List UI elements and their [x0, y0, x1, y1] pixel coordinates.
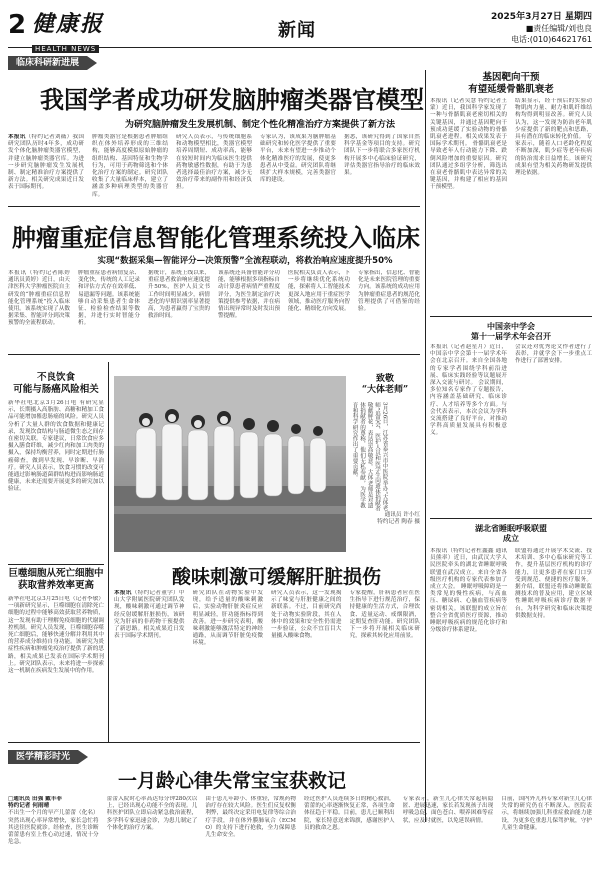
article3-title: 酸味刺激可缓解肝脏损伤	[172, 566, 382, 588]
article2-col-6: 专家指出，信息化、智能化是未来医院管理的重要方向。该系统的成功应用为肿瘤重症患者的规范化管理提供了可借鉴的经验。	[358, 270, 420, 313]
caption-text: 3月26日，江苏省泰兴市中医院举办“大体老师”追思会，医护人员和医学生向遗体捐献者敬献鲜花，表达崇高敬意。大体老师是对遗体捐献者的尊称，他们无私奉献，为医学教育和科学研究作出了重要贡献。	[351, 402, 388, 512]
article2-body	[8, 270, 420, 348]
page-number: 2	[8, 10, 27, 40]
sidebar-head1-line2: 有望延缓骨骼肌衰老	[468, 84, 554, 95]
sidebar-headline-2	[430, 322, 592, 342]
article2-col-3: 据统计，系统上线以来，重症患者救治响应速度提升50%，医护人员文书工作时间明显减少，病情恶化的早期识别率显著提高，为患者赢得了宝贵的救治时间。	[148, 270, 210, 320]
sidebar-head3-line2: 成立	[503, 534, 519, 543]
brief1-body: 新华社电北京3月26日电 有研究显示，长期摄入高脂肪、高糖和精加工食品可能增加罹患肠癌的风险。研究人员分析了大量人群的饮食数据和健康记录，发现饮食结构与肠道微生态之间存在密切关联。专家建议，日常饮食应多摄入膳食纤维，减少红肉和加工肉类的摄入，保持均衡营养，同时定期进行肠癌筛查，做到早发现、早诊断、早治疗。研究人员表示，饮食习惯的改变可能通过影响肠道菌群结构进而影响肠道健康，未来还需要开展更多的研究加以验证。	[8, 400, 104, 493]
brief1-headline	[8, 372, 104, 396]
logo-en: HEALTH NEWS	[32, 45, 99, 53]
sidebar-headline-3	[430, 524, 592, 544]
issue-date: 2025年3月27日 星期四	[491, 12, 592, 22]
article4-p1: 不出生一个月的早产儿蕾蕾（化名）突然出现心率异常增快，家长急忙将其送往医院就诊。经检查，医生诊断蕾蕾患有室上性心动过速，情况十分危急。	[8, 810, 99, 846]
article1-col-3: 研究人员表示，与传统细胞系和动物模型相比，类器官模型培养周期短、成功率高，能够在较短时间内为临床医生提供药物敏感性数据，有助于为患者选择最佳治疗方案，减少无效治疗带来的副作用和经济负担。	[176, 134, 252, 191]
sidebar1-col-2	[515, 98, 592, 314]
sidebar2-p2: 会议期间，多位知名专家作了专题报告，内容涵盖基础研究、临床诊疗、人才培养等多个方面。与会代表表示，本次会议为学科交流搭建了良好平台，对推动学科高质量发展具有积极意义。	[430, 380, 507, 437]
sidebar3-p4: 据介绍，联盟还将推动睡眠监测技术的普及应用，建立区域性睡眠呼吸疾病诊疗数据平台，为科学研究和临床决策提供数据支持。	[515, 584, 592, 619]
masthead-meta	[491, 12, 592, 45]
photo-credit-1: 通讯员 许小红	[384, 512, 420, 518]
sidebar2-p1: 本报讯（记者赵星月）近日，中国亲中学会第十一届学术年会在北京召开。来自全国各地的专家学者围绕学科前沿进展、临床实践经验等议题展开深入交流与研讨。	[430, 344, 507, 387]
article1-col-2: 肿瘤类器官是根据患者肿瘤组织在体外培养形成的三维结构，能够高度模拟原始肿瘤的组织结构、基因特征和生物学行为，可用于药物筛选和个体化治疗方案的制定。研究团队收集了大量临床样本，建立了涵盖多种病理类型的类器官库。	[92, 134, 168, 198]
photo-illustration	[114, 376, 346, 552]
article1-col-5: 据悉，该研究得到了国家自然科学基金等项目的支持。研究团队下一步将联合多家医疗机构开展多中心临床验证研究，评估类器官指导治疗的临床效果。	[344, 134, 420, 177]
article3-col-3: 研究人员表示，这一发现揭示了味觉与肝脏健康之间的新联系。不过，目前研究尚处于动物实验阶段，其在人体中的效果和安全性仍需进一步验证，公众不宜盲目大量摄入酸味食物。	[271, 590, 342, 640]
article3-byline: 本报讯	[114, 590, 132, 596]
sidebar2-col-2: 会议还对优秀论文作者进行了表彰，并就学会下一步重点工作进行了部署安排。	[515, 344, 592, 365]
brief1-head-line2: 可能与肠癌风险相关	[13, 384, 99, 395]
caption-subtitle: “大体老师”	[361, 385, 409, 395]
sidebar-rule-1	[430, 316, 592, 317]
phone-line: 电话:(010)64621761	[511, 35, 592, 44]
article2-title: 肿瘤重症信息智能化管理系统投入临床	[12, 224, 420, 252]
article4-col-1	[8, 796, 99, 880]
article2-subtitle: 实现“数据采集—智能评分—决策预警”全流程联动，将救治响应速度提升50%	[97, 256, 393, 266]
logo	[32, 11, 124, 53]
rule-2	[8, 354, 420, 355]
sidebar3-col-1	[430, 548, 507, 818]
sidebar-head2-line1: 中国亲中学会	[487, 322, 535, 331]
article3-body	[114, 590, 420, 738]
sidebar1-p2: 骨骼肌衰老是导致老年人行动能力下降、跌倒风险增加的重要原因。研究团队通过多组学分析，筛选出在衰老骨骼肌中表达异常的关键基因，并构建了相应的基因干预模型。	[430, 141, 507, 191]
caption-title: 致敬	[375, 374, 394, 384]
brief2-headline	[8, 568, 104, 592]
sidebar3-p1: 本报讯（特约记者杜鑫鑫 通讯员熊率）近日，由武汉大学人民医院牵头的湖北省睡眠呼吸联盟在武汉成立。来自全省各级医疗机构的专家代表参加了成立大会。	[430, 548, 507, 591]
sidebar-head1-line1: 基因靶向干预	[482, 72, 540, 83]
section-title: 新闻	[278, 20, 316, 41]
sidebar1-p4: 专家表示，随着人口老龄化程度不断加深，肌少症等老年疾病的防治需求日益增长。该研究成果有望为相关药物研发提供理论依据。	[515, 134, 592, 177]
article1-subtitle: 为研究脑肿瘤发生发展机制、制定个性化精准治疗方案提供了新方法	[124, 120, 395, 130]
sidebar-headline-1	[430, 72, 592, 96]
brief1-head-line1: 不良饮食	[36, 372, 75, 383]
sidebar-body-3	[430, 548, 592, 818]
brief2-head-line2: 获取营养效率更高	[17, 580, 94, 591]
sidebar1-p3: 结果显示，经干预后的实验动物肌肉力量、耐力和肌纤维结构均得到明显改善。研究人员认为，这一发现为防治老年肌少症提供了新的靶点和思路，具有潜在的临床转化价值。	[515, 98, 592, 141]
article3-col-1	[114, 590, 185, 738]
column-divider	[425, 70, 426, 822]
article2-col-4: 该系统还具备智能评分功能，能够根据多项指标自动计算患者病情严重程度评分，为医生制定治疗决策提供参考依据，并在病情出现异常时及时发出预警提醒。	[218, 270, 280, 320]
sidebar-rule-2	[430, 518, 592, 519]
article4-col-3: 由于患儿年龄小、体重轻，常规药物治疗存在较大风险。医生们反复权衡利弊，最终决定采用电复律等综合治疗手段，并在体外膜肺氧合（ECMO）的支持下进行抢救，全力保障患儿生命安全。	[205, 796, 296, 839]
masthead	[8, 10, 592, 53]
article4-col-6: 目前，国内外儿科专家对新生儿心律失常的研究仍在不断深入。医院表示，将继续加强儿科重症救治能力建设，为更多危重患儿保驾护航，守护儿童生命健康。	[501, 796, 592, 831]
sidebar-body-2	[430, 344, 592, 516]
article4-col-5: 专家表示，新生儿心律失常起病隐匿、进展迅速，家长若发现孩子出现呼吸急促、面色苍白、喂养困难等症状，应及时就医，以免延误病情。	[402, 796, 494, 824]
article1-col-1	[8, 134, 84, 202]
section-tag-top: 临床科研新进展	[8, 56, 87, 70]
photo-caption	[350, 374, 420, 526]
sidebar2-col-1	[430, 344, 507, 516]
article4-col-4: 经过医护人员连续多日的精心救治，蕾蕾的心率逐渐恢复正常，各项生命体征趋于平稳。目前，患儿已顺利出院，家长特意送来锦旗，感谢医护人员的救命之恩。	[303, 796, 395, 831]
rule-1	[8, 206, 420, 207]
article4-col-2: 蕾蕾入院时心率高达每分钟280次以上，已经出现心功能不全的表现。儿科医护团队立即启动紧急救治流程，多学科专家迅速会诊，为患儿制定了个体化的治疗方案。	[106, 796, 198, 831]
section-tag-bottom: 医学精彩时光	[8, 750, 78, 764]
sidebar-head2-line2: 第十一届学术年会召开	[471, 332, 551, 341]
article1-body	[8, 134, 420, 202]
article2-col-2: 肿瘤重症患者病情复杂、变化快，传统的人工记录和评估方式存在效率低、易遗漏等问题。该系统能够自动采集患者生命体征、检验检查结果等数据，并进行实时智能分析。	[78, 270, 140, 327]
news-photo	[114, 376, 346, 552]
sidebar3-col-2	[515, 548, 592, 818]
article3-col-2: 研究团队在动物实验中发现，给予适量的酸味刺激后，实验动物肝脏炎症反应明显减轻，肝功能指标得到改善。进一步研究表明，酸味刺激能够激活特定的神经通路，从而调节肝脏免疫微环境。	[192, 590, 263, 647]
sidebar1-col-1	[430, 98, 507, 314]
article3-p1: （特约记者董学）中山大学附属医院研究团队发现，酸味刺激可通过调节神经反射缓解肝脏损伤，该研究为肝病的非药物干预提供了新思路。相关成果近日发表于国际学术期刊。	[114, 590, 185, 640]
article2-col-1: 本报讯（特约记者陈婷 通讯员黄婷）近日，由天津医科大学肿瘤医院自主研发的“肿瘤重症信息智能化管理系统”投入临床使用。该系统实现了从数据采集、智能评分到决策预警的全流程联动。	[8, 270, 70, 327]
article4-byline: □通讯员 田强 戴丰菲 特约记者 何雨晴	[8, 796, 62, 810]
article1-col-4: 专家认为，该成果为脑肿瘤基础研究和转化医学提供了重要平台，未来有望进一步推动个体化精准医疗的发展，使更多患者从中受益。研究团队将继续扩大样本规模，完善类器官库的建设。	[260, 134, 336, 184]
logo-cn: 健康报	[32, 11, 105, 37]
brief2-body: 新华社电北京3月25日电（记者李敏）一项新研究显示，巨噬细胞在清除死亡细胞的过程中能够高效获取营养物质，这一发现有助于理解免疫细胞的代谢调控机制。研究人员发现，巨噬细胞吞噬死亡细胞后，能够快速分解并利用其中的营养成分维持自身功能。该研究为炎症性疾病和肿瘤免疫治疗提供了新的思路，相关成果已发表在国际学术期刊上。研究团队表示，未来将进一步探索这一机制在疾病发生发展中的作用。	[8, 596, 104, 675]
article2-col-5: 医院相关负责人表示，下一步将继续优化系统功能，探索将人工智能技术更深入地应用于重症医学领域，推动医疗服务向智能化、精细化方向发展。	[288, 270, 350, 313]
article3-col-4: 专家提醒，肝病患者应在医生指导下进行规范治疗，保持健康的生活方式，合理饮食、适量运动、戒烟限酒，定期复查肝功能。研究团队下一步将开展相关临床研究，探索其转化应用前景。	[349, 590, 420, 640]
sidebar-head3-line1: 湖北省睡眠呼吸联盟	[475, 524, 547, 533]
sidebar1-p1: 本报讯（记者吴慧 特约记者王蒙）近日，我国科学家发现了一种与骨骼肌衰老密切相关的关键基因，并通过基因靶向干预成功延缓了实验动物的骨骼肌衰老进程。相关成果发表于国际学术期刊。	[430, 98, 507, 148]
article1-byline: 本报讯	[8, 134, 26, 140]
article1-p1: （特约记者刘薇）我国研究团队历时4年多，成功研发个体化脑肿瘤类器官模型，并建立脑肿瘤类器官库。为进一步研究脑肿瘤发生发展机制、制定精准治疗方案提供了新方法。相关研究成果近日发表于国际期刊。	[8, 134, 84, 191]
photo-credit-2: 特约记者 陶春 摄	[377, 519, 420, 525]
sidebar3-p3: 联盟将通过开展学术交流、技术培训、多中心临床研究等工作，提升基层医疗机构的诊疗能力，让更多患者在家门口享受到规范、便捷的医疗服务。	[515, 548, 592, 583]
sidebar-body-1	[430, 98, 592, 314]
article4-body	[8, 796, 592, 880]
article1-title: 我国学者成功研发脑肿瘤类器官模型	[40, 86, 424, 114]
rule-brief	[8, 564, 104, 565]
article4-title: 一月龄心律失常宝宝获救记	[118, 770, 347, 792]
sidebar3-p2: 睡眠呼吸障碍是一类常见的慢性疾病，与高血压、糖尿病、心脑血管疾病等密切相关。该联盟的成立旨在整合全省优质医疗资源，推动睡眠呼吸疾病的规范化诊疗和分级诊疗体系建设。	[430, 584, 507, 634]
brief2-head-line1: 巨噬细胞从死亡细胞中	[8, 568, 104, 579]
rule-3	[8, 742, 420, 743]
brief-divider	[108, 362, 109, 742]
editor-line: ■责任编辑/刘也良	[525, 24, 592, 33]
